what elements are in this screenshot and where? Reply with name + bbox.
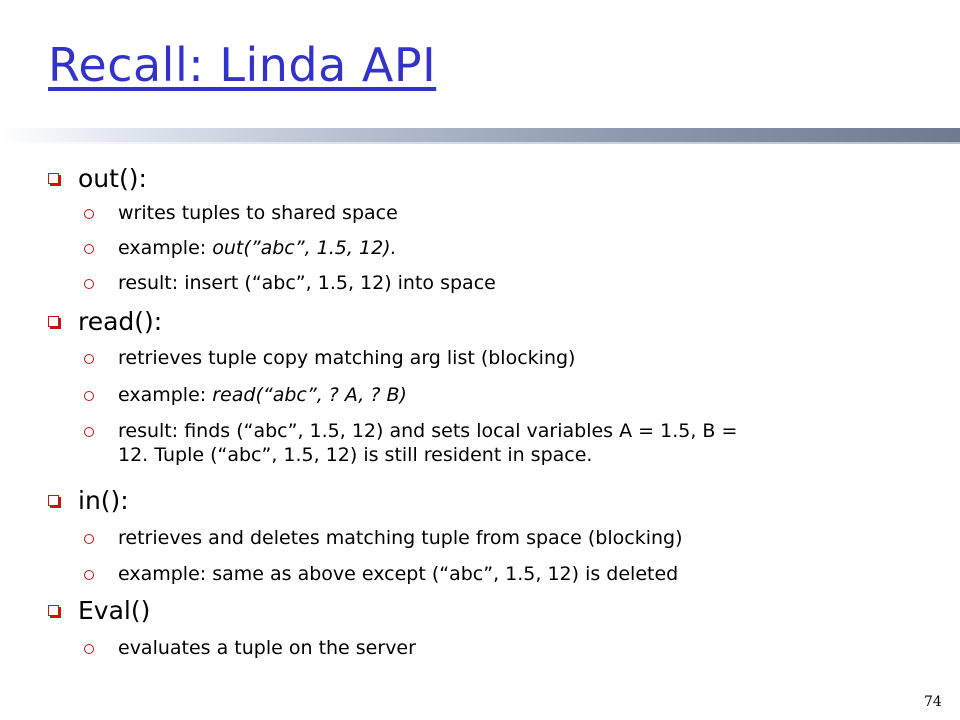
list-item bbox=[84, 562, 678, 586]
section-heading: read(): bbox=[78, 307, 163, 336]
section-heading: in(): bbox=[78, 486, 129, 515]
list-item-text: result: insert (“abc”, 1.5, 12) into space bbox=[118, 272, 496, 294]
list-item-text: evaluates a tuple on the server bbox=[118, 637, 416, 659]
list-item-text bbox=[84, 383, 407, 407]
list-item-text: writes tuples to shared space bbox=[118, 202, 398, 224]
page-number: 74 bbox=[924, 694, 942, 710]
list-item bbox=[84, 201, 398, 225]
circle-bullet-icon bbox=[84, 279, 94, 289]
list-item bbox=[84, 271, 496, 295]
example-prefix: example: bbox=[118, 384, 213, 406]
circle-bullet-icon bbox=[84, 209, 94, 219]
square-bullet-icon bbox=[48, 495, 59, 506]
list-item-text: example: same as above except (“abc”, 1.5, 12) is deleted bbox=[118, 563, 679, 585]
circle-bullet-icon bbox=[84, 534, 94, 544]
circle-bullet-icon bbox=[84, 244, 94, 254]
list-item bbox=[84, 383, 407, 407]
list-item bbox=[84, 346, 575, 370]
list-item-text-line-1: result: finds (“abc”, 1.5, 12) and sets local variables A = 1.5, B = bbox=[118, 420, 738, 442]
title-divider bbox=[0, 128, 960, 142]
section-heading: out(): bbox=[78, 164, 147, 193]
list-item-text bbox=[84, 236, 397, 260]
section-out bbox=[48, 164, 147, 194]
section-read bbox=[48, 307, 162, 337]
list-item bbox=[84, 236, 397, 260]
circle-bullet-icon bbox=[84, 427, 94, 437]
list-item-text: retrieves and deletes matching tuple from space (blocking) bbox=[118, 527, 683, 549]
example-code: out(”abc”, 1.5, 12). bbox=[212, 237, 397, 259]
list-item-text-line-2: 12. Tuple (“abc”, 1.5, 12) is still resident in space. bbox=[118, 444, 593, 466]
circle-bullet-icon bbox=[84, 570, 94, 580]
example-code: read(“abc”, ? A, ? B) bbox=[212, 384, 407, 406]
square-bullet-icon bbox=[48, 316, 59, 327]
example-prefix: example: bbox=[118, 237, 213, 259]
title-divider-shadow bbox=[0, 142, 960, 144]
circle-bullet-icon bbox=[84, 644, 94, 654]
square-bullet-icon bbox=[48, 173, 59, 184]
section-heading: Eval() bbox=[78, 596, 151, 625]
section-in bbox=[48, 486, 129, 516]
circle-bullet-icon bbox=[84, 354, 94, 364]
list-item bbox=[84, 419, 737, 467]
slide-title: Recall: Linda API bbox=[48, 38, 437, 92]
list-item-text: retrieves tuple copy matching arg list (blocking) bbox=[118, 347, 576, 369]
list-item bbox=[84, 526, 683, 550]
square-bullet-icon bbox=[48, 605, 59, 616]
circle-bullet-icon bbox=[84, 391, 94, 401]
section-eval bbox=[48, 596, 150, 626]
list-item bbox=[84, 636, 416, 660]
